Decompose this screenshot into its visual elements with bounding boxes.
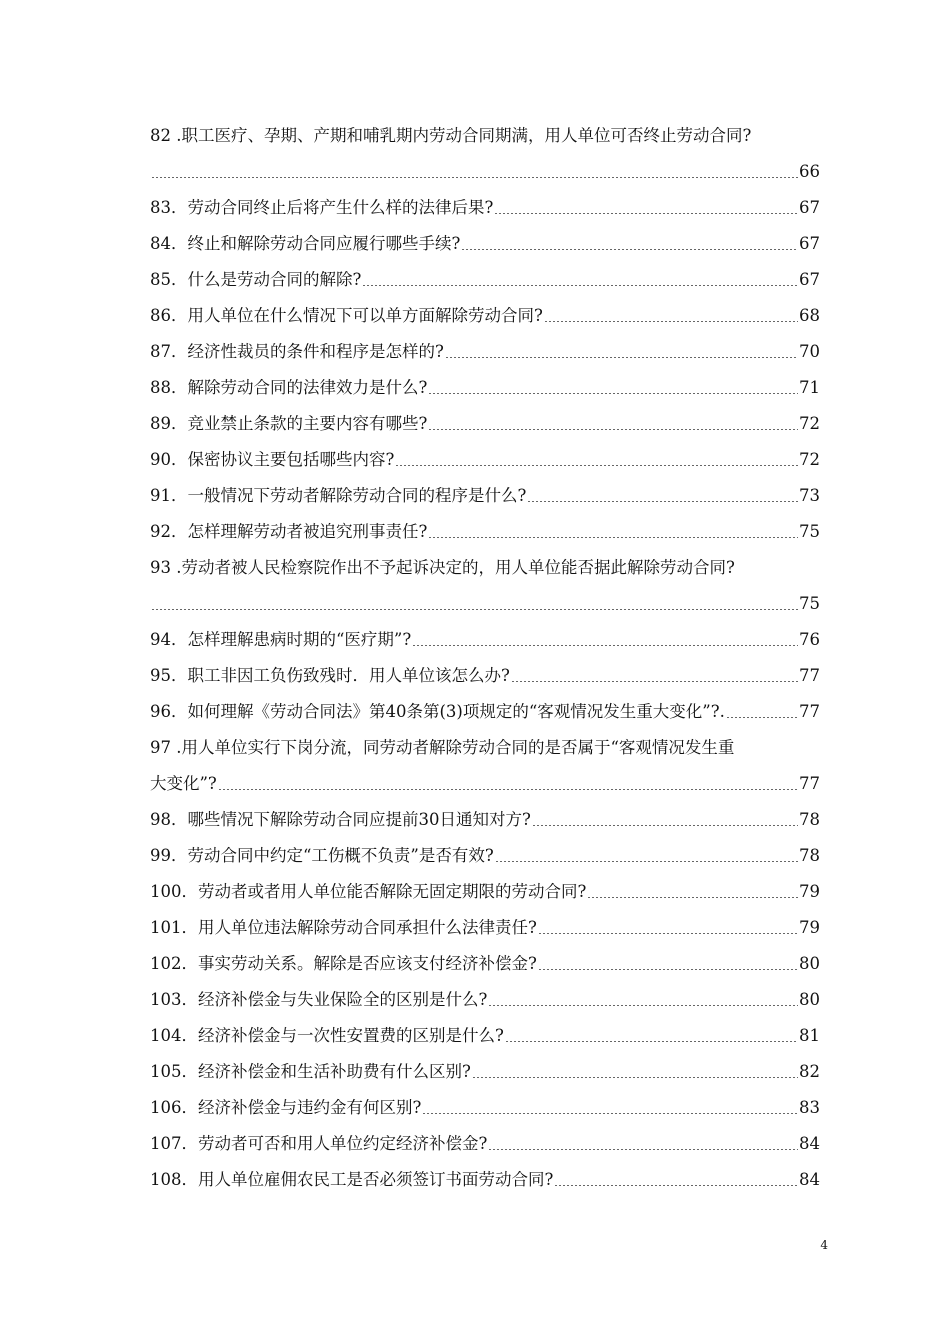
toc-entry-page: 67 [799, 198, 820, 217]
toc-entry[interactable] [150, 946, 820, 982]
toc-entry[interactable] [150, 442, 820, 478]
toc-entry-page: 81 [799, 1026, 820, 1045]
toc-entry[interactable] [150, 370, 820, 406]
toc-entry-page: 79 [799, 918, 820, 937]
page-number: 4 [820, 1238, 828, 1252]
dot-leader [494, 213, 798, 214]
toc-entry-page: 77 [799, 702, 820, 721]
toc-entry[interactable] [150, 982, 820, 1018]
toc-entry-page: 71 [799, 378, 820, 397]
dot-leader [488, 1149, 798, 1150]
dot-leader [362, 285, 798, 286]
toc-entry-title: 107．劳动者可否和用人单位约定经济补偿金? [150, 1134, 488, 1153]
toc-entry-page: 70 [799, 342, 820, 361]
toc-entry-title: 大变化”? [150, 774, 217, 793]
toc-entry[interactable] [150, 154, 820, 190]
table-of-contents [150, 118, 820, 1198]
toc-entry-title: 101．用人单位违法解除劳动合同承担什么法律责任? [150, 918, 537, 937]
dot-leader [554, 1185, 798, 1186]
toc-entry-page: 67 [799, 234, 820, 253]
toc-entry-page: 78 [799, 846, 820, 865]
toc-entry[interactable] [150, 334, 820, 370]
toc-entry-page: 82 [799, 1062, 820, 1081]
toc-entry[interactable] [150, 1090, 820, 1126]
toc-entry-title: 108．用人单位雇佣农民工是否必须签订书面劳动合同? [150, 1170, 554, 1189]
toc-entry-title: 93 .劳动者被人民检察院作出不予起诉决定的，用人单位能否据此解除劳动合同? [150, 558, 735, 577]
dot-leader [472, 1077, 798, 1078]
dot-leader [726, 717, 798, 718]
dot-leader [412, 645, 798, 646]
toc-entry-page: 67 [799, 270, 820, 289]
toc-entry-title: 106．经济补偿金与违约金有何区别? [150, 1098, 422, 1117]
dot-leader [151, 609, 798, 610]
toc-entry[interactable] [150, 694, 820, 730]
toc-entry[interactable] [150, 874, 820, 910]
toc-entry[interactable] [150, 406, 820, 442]
toc-entry-title: 88．解除劳动合同的法律效力是什么? [150, 378, 428, 397]
toc-entry-title: 103．经济补偿金与失业保险全的区别是什么? [150, 990, 488, 1009]
dot-leader [587, 897, 798, 898]
toc-entry-title: 97 .用人单位实行下岗分流，同劳动者解除劳动合同的是否属于“客观情况发生重 [150, 738, 735, 757]
toc-entry-title: 100．劳动者或者用人单位能否解除无固定期限的劳动合同? [150, 882, 587, 901]
dot-leader [395, 465, 798, 466]
toc-entry[interactable] [150, 1054, 820, 1090]
toc-entry[interactable] [150, 766, 820, 802]
toc-entry-title: 94．怎样理解患病时期的“医疗期”? [150, 630, 412, 649]
toc-entry-line[interactable] [150, 730, 820, 766]
toc-entry[interactable] [150, 262, 820, 298]
toc-entry-title: 104．经济补偿金与一次性安置费的区别是什么? [150, 1026, 504, 1045]
toc-entry-title: 92．怎样理解劳动者被追究刑事责任? [150, 522, 428, 541]
dot-leader [422, 1113, 798, 1114]
toc-entry-page: 72 [799, 414, 820, 433]
toc-entry-title: 98．哪些情况下解除劳动合同应提前30日通知对方? [150, 810, 531, 829]
dot-leader [428, 537, 798, 538]
toc-entry[interactable] [150, 226, 820, 262]
toc-entry[interactable] [150, 514, 820, 550]
toc-entry-page: 68 [799, 306, 820, 325]
toc-entry[interactable] [150, 802, 820, 838]
toc-entry-title: 87．经济性裁员的条件和程序是怎样的? [150, 342, 444, 361]
dot-leader [538, 933, 798, 934]
dot-leader [428, 393, 798, 394]
dot-leader [511, 681, 798, 682]
toc-entry-title: 96．如何理解《劳动合同法》第40条第(3)项规定的“客观情况发生重大变化”?. [150, 702, 725, 721]
toc-entry-title: 105．经济补偿金和生活补助费有什么区别? [150, 1062, 471, 1081]
toc-entry-page: 83 [799, 1098, 820, 1117]
toc-entry-title: 102．事实劳动关系。解除是否应该支付经济补偿金? [150, 954, 537, 973]
toc-entry-page: 73 [799, 486, 820, 505]
toc-entry-line[interactable] [150, 118, 820, 154]
dot-leader [218, 789, 798, 790]
toc-entry-page: 75 [799, 594, 820, 613]
dot-leader [505, 1041, 798, 1042]
dot-leader [538, 969, 798, 970]
toc-entry[interactable] [150, 1018, 820, 1054]
toc-entry[interactable] [150, 1126, 820, 1162]
toc-entry-page: 80 [799, 954, 820, 973]
toc-entry-page: 79 [799, 882, 820, 901]
toc-entry-page: 84 [799, 1170, 820, 1189]
toc-entry[interactable] [150, 586, 820, 622]
dot-leader [428, 429, 798, 430]
dot-leader [527, 501, 798, 502]
toc-entry[interactable] [150, 838, 820, 874]
toc-entry-page: 77 [799, 666, 820, 685]
toc-entry[interactable] [150, 658, 820, 694]
toc-entry-title: 91．一般情况下劳动者解除劳动合同的程序是什么? [150, 486, 527, 505]
toc-entry-title: 99．劳动合同中约定“工伤概不负责”是否有效? [150, 846, 494, 865]
dot-leader [532, 825, 798, 826]
toc-entry[interactable] [150, 1162, 820, 1198]
toc-entry-page: 76 [799, 630, 820, 649]
toc-entry-title: 82 .职工医疗、孕期、产期和哺乳期内劳动合同期满，用人单位可否终止劳动合同? [150, 126, 752, 145]
dot-leader [151, 177, 798, 178]
toc-entry[interactable] [150, 478, 820, 514]
toc-entry[interactable] [150, 298, 820, 334]
dot-leader [495, 861, 798, 862]
toc-entry-page: 77 [799, 774, 820, 793]
toc-entry-title: 89．竞业禁止条款的主要内容有哪些? [150, 414, 428, 433]
toc-entry-page: 75 [799, 522, 820, 541]
toc-entry-title: 90．保密协议主要包括哪些内容? [150, 450, 395, 469]
toc-entry-page: 72 [799, 450, 820, 469]
dot-leader [445, 357, 798, 358]
toc-entry[interactable] [150, 910, 820, 946]
toc-entry[interactable] [150, 190, 820, 226]
toc-entry-title: 84．终止和解除劳动合同应履行哪些手续? [150, 234, 461, 253]
toc-entry-title: 83．劳动合同终止后将产生什么样的法律后果? [150, 198, 494, 217]
toc-entry-page: 84 [799, 1134, 820, 1153]
toc-entry-title: 85．什么是劳动合同的解除? [150, 270, 362, 289]
toc-entry-title: 86．用人单位在什么情况下可以单方面解除劳动合同? [150, 306, 543, 325]
dot-leader [461, 249, 798, 250]
dot-leader [544, 321, 798, 322]
dot-leader [488, 1005, 798, 1006]
toc-entry-page: 66 [799, 162, 820, 181]
toc-entry-title: 95．职工非因工负伤致残时．用人单位该怎么办? [150, 666, 510, 685]
toc-entry-page: 78 [799, 810, 820, 829]
toc-entry-line[interactable] [150, 550, 820, 586]
toc-entry[interactable] [150, 622, 820, 658]
toc-entry-page: 80 [799, 990, 820, 1009]
